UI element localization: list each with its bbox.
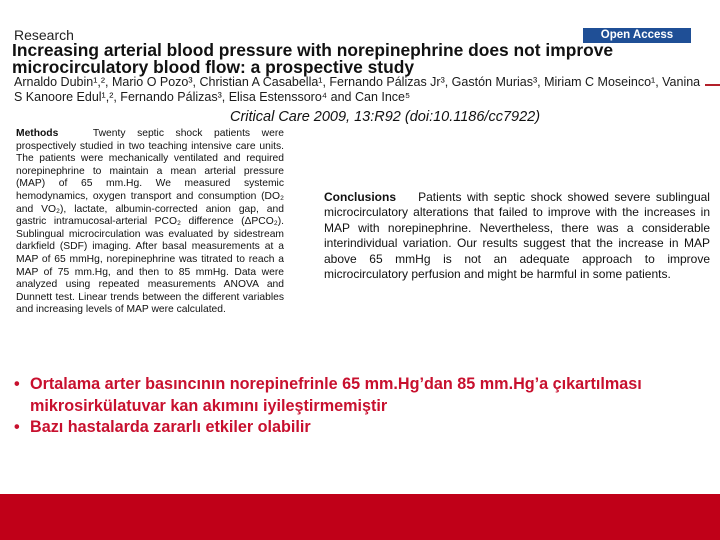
- author-list: Arnaldo Dubin¹,², Mario O Pozo³, Christian A Casabella¹, Fernando Pálizas Jr³, Gastón Murias³, Miriam C Moseinco¹, Vanina S Kanoore Edul¹,², Fernando Pálizas³, Elisa Estenssoro⁴ and Can Ince⁵: [14, 75, 701, 104]
- methods-text: Twenty septic shock patients were prospectively studied in two teaching intensive care units. The patients were mechanically ventilated and required norepinephrine to maintain a mean arterial pressure (MAP) of 65 mm.Hg. We measured systemic hemodynamics, oxygen transport and consumption (DO₂ and VO₂), lactate, albumin-corrected anion gap, and gastric intramucosal-arterial PCO₂ difference (ΔPCO₂). Sublingual microcirculation was evaluated by sidestream darkfield (SDF) imaging. After basal measurements at a MAP of 65 mmHg, norepinephrine was titrated to reach a MAP of 75 mm.Hg, and then to 85 mmHg. Data were analyzed using repeated measurements ANOVA and Dunnett test. Linear trends between the different variables and increasing levels of MAP were calculated.: [16, 128, 284, 316]
- methods-label: Methods: [16, 128, 59, 139]
- methods-block: [16, 128, 284, 317]
- methods-spacer: [70, 128, 82, 139]
- conclusions-text: Patients with septic shock showed severe sublingual microcirculatory alterations that failed to improve with the increases in MAP with norepinephrine. Nevertheless, there was a considerable interindividual variation. Our results suggest that the increase in MAP above 65 mmHg is not an adequate approach to improve microcirculatory perfusion and might be harmful in some patients.: [324, 190, 710, 282]
- footer-bar: [0, 494, 720, 540]
- bullet-text: Ortalama arter basıncının norepinefrinle 65 mm.Hg’dan 85 mm.Hg’a çıkartılması mikrosirkülatuvar kan akımını iyileştirmemiştir: [30, 375, 642, 415]
- article-title: Increasing arterial blood pressure with norepinephrine does not improve microcirculatory blood flow: a prospective study: [12, 40, 614, 77]
- section-label: Research: [14, 27, 74, 43]
- bullet-icon: •: [14, 418, 20, 436]
- bullet-icon: •: [14, 375, 20, 393]
- bullet-item: [14, 374, 714, 417]
- journal-citation: Critical Care 2009, 13:R92 (doi:10.1186/cc7922): [230, 109, 541, 125]
- open-access-badge: Open Access: [583, 28, 691, 43]
- conclusions-block: [324, 190, 710, 282]
- summary-bullets: [14, 374, 714, 439]
- conclusions-label: Conclusions: [324, 190, 397, 204]
- bullet-text: Bazı hastalarda zararlı etkiler olabilir: [30, 418, 311, 436]
- accent-dash: [705, 84, 720, 86]
- conclusions-spacer: [402, 190, 413, 204]
- bullet-item: [14, 417, 714, 439]
